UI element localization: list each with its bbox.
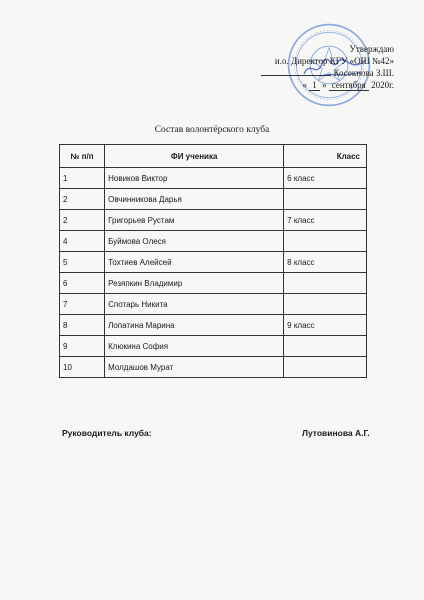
- approver-name: Косекнова З.Ш.: [333, 68, 394, 78]
- leader-name: Лутовинова А.Г.: [302, 428, 370, 438]
- row-number: 6: [60, 273, 105, 294]
- student-class: [284, 294, 367, 315]
- row-number: 5: [60, 252, 105, 273]
- date-month: сентября: [329, 80, 369, 91]
- student-name: Резяпкин Владимир: [105, 273, 284, 294]
- student-name: Тохтиев Алейсей: [105, 252, 284, 273]
- approver-name-line: [234, 67, 394, 80]
- signature-line: [261, 67, 331, 76]
- table-row: [60, 210, 367, 231]
- student-class: [284, 357, 367, 378]
- row-number: 8: [60, 315, 105, 336]
- table-row: [60, 168, 367, 189]
- student-name: Клюкина София: [105, 336, 284, 357]
- table-row: [60, 273, 367, 294]
- student-name: Овчинникова Дарья: [105, 189, 284, 210]
- table-row: [60, 189, 367, 210]
- student-name: Новиков Виктор: [105, 168, 284, 189]
- row-number: 2: [60, 210, 105, 231]
- student-name: Буймова Олеся: [105, 231, 284, 252]
- student-name: Григорьев Рустам: [105, 210, 284, 231]
- approve-word: Утверждаю: [349, 44, 394, 54]
- student-name: Лопатина Марина: [105, 315, 284, 336]
- table-header-row: [60, 145, 367, 168]
- date-quote-open: «: [302, 79, 307, 90]
- student-class: 8 класс: [284, 252, 367, 273]
- student-class: 7 класс: [284, 210, 367, 231]
- student-name: Молдашов Мурат: [105, 357, 284, 378]
- row-number: 9: [60, 336, 105, 357]
- student-class: [284, 231, 367, 252]
- student-class: [284, 273, 367, 294]
- table-row: [60, 357, 367, 378]
- student-class: [284, 189, 367, 210]
- row-number: 10: [60, 357, 105, 378]
- header-class: Класс: [284, 145, 367, 168]
- student-name: Спотарь Никита: [105, 294, 284, 315]
- row-number: 4: [60, 231, 105, 252]
- approver-position: и.о. Директор КГУ «ОШ №42»: [274, 55, 394, 66]
- approval-date: [234, 80, 394, 92]
- student-class: [284, 336, 367, 357]
- row-number: 7: [60, 294, 105, 315]
- table-row: [60, 231, 367, 252]
- student-class: 9 класс: [284, 315, 367, 336]
- table-row: [60, 252, 367, 273]
- leader-label: Руководитель клуба:: [62, 428, 152, 438]
- table-row: [60, 294, 367, 315]
- row-number: 1: [60, 168, 105, 189]
- date-day: 1: [309, 80, 320, 91]
- table-row: [60, 336, 367, 357]
- date-quote-close: »: [321, 79, 327, 90]
- date-year: 2020г.: [371, 79, 394, 90]
- row-number: 2: [60, 189, 105, 210]
- table-row: [60, 315, 367, 336]
- approval-block: [234, 44, 394, 91]
- student-class: 6 класс: [284, 168, 367, 189]
- header-number: № п/п: [60, 145, 105, 168]
- document-title: Состав волонтёрского клуба: [154, 125, 270, 135]
- header-name: ФИ ученика: [105, 145, 284, 168]
- volunteer-table: [59, 144, 367, 378]
